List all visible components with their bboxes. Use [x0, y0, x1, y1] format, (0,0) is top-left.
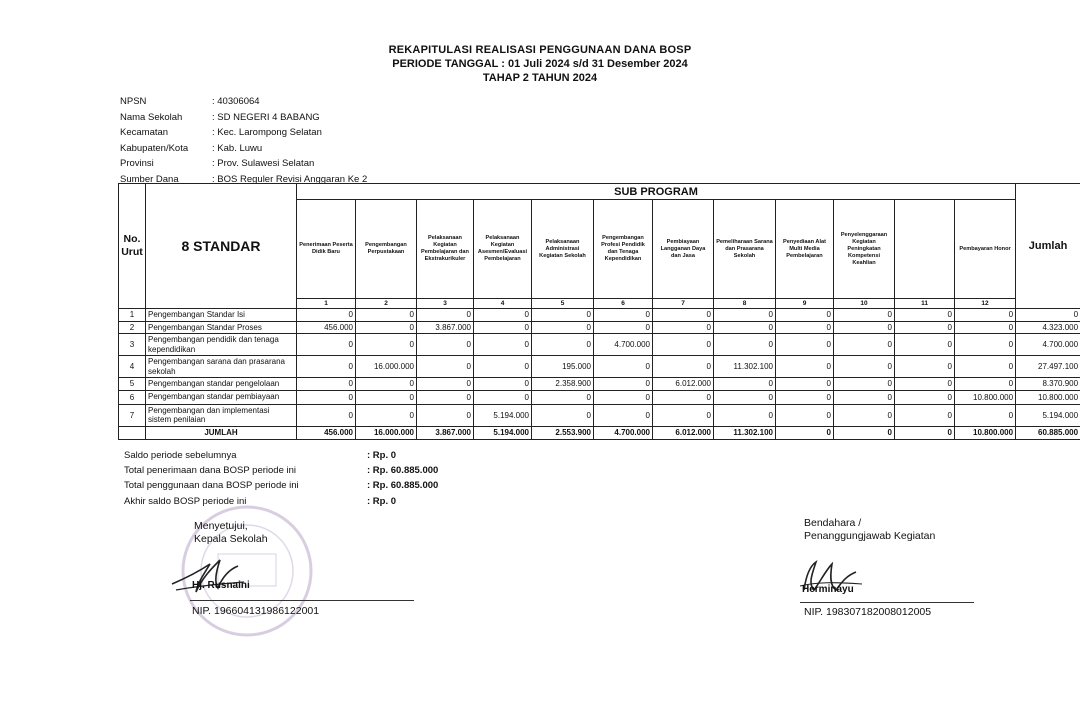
- sub-program-col-header: Pembiayaan Langganan Daya dan Jasa: [653, 200, 714, 299]
- row-value-cell: 0: [776, 404, 834, 426]
- row-standard-label: Pengembangan pendidik dan tenaga kependidikan: [146, 334, 297, 356]
- sub-program-col-header: Penerimaan Peserta Didik Baru: [297, 200, 356, 299]
- row-value-cell: 0: [714, 334, 776, 356]
- row-standard-label: Pengembangan sarana dan prasarana sekolah: [146, 356, 297, 378]
- row-total-cell: 27.497.100: [1016, 356, 1080, 378]
- total-value-cell: 6.012.000: [653, 426, 714, 439]
- row-value-cell: 0: [653, 309, 714, 322]
- principal-role-line-1: Menyetujui,: [194, 520, 248, 532]
- row-value-cell: 0: [895, 309, 955, 322]
- row-value-cell: 3.867.000: [417, 321, 474, 334]
- sub-program-col-number: 1: [297, 299, 356, 309]
- sub-program-col-header: Pemeliharaan Sarana dan Prasarana Sekolah: [714, 200, 776, 299]
- row-value-cell: 0: [297, 404, 356, 426]
- row-value-cell: 195.000: [532, 356, 594, 378]
- treasurer-signature-line: [800, 602, 974, 603]
- table-row: [119, 404, 1080, 426]
- row-value-cell: 0: [417, 356, 474, 378]
- saldo-row-previous: Saldo periode sebelumnya : Rp. 0: [124, 450, 397, 461]
- sub-program-col-number: 5: [532, 299, 594, 309]
- treasurer-signature-block: [804, 517, 935, 543]
- row-value-cell: 0: [653, 356, 714, 378]
- sub-program-col-header: Pelaksanaan Kegiatan Pembelajaran dan Ekstrakurikuler: [417, 200, 474, 299]
- row-value-cell: 0: [474, 321, 532, 334]
- table-row: [119, 334, 1080, 356]
- row-value-cell: 0: [776, 321, 834, 334]
- total-value-cell: 456.000: [297, 426, 356, 439]
- row-value-cell: 0: [955, 356, 1016, 378]
- row-value-cell: 4.700.000: [594, 334, 653, 356]
- row-standard-label: Pengembangan Standar Proses: [146, 321, 297, 334]
- row-value-cell: 0: [895, 404, 955, 426]
- total-row: [119, 426, 1080, 439]
- document-period: PERIODE TANGGAL : 01 Juli 2024 s/d 31 Desember 2024: [392, 58, 688, 70]
- row-value-cell: 0: [834, 404, 895, 426]
- row-value-cell: 0: [895, 378, 955, 391]
- row-value-cell: 11.302.100: [714, 356, 776, 378]
- total-value-cell: 10.800.000: [955, 426, 1016, 439]
- saldo-row-used: Total penggunaan dana BOSP periode ini : Rp. 60.885.000: [124, 480, 439, 492]
- row-value-cell: 0: [594, 390, 653, 404]
- row-value-cell: 0: [297, 390, 356, 404]
- sub-program-col-header: Pelaksanaan Administrasi Kegiatan Sekolah: [532, 200, 594, 299]
- row-value-cell: 0: [297, 309, 356, 322]
- row-value-cell: 0: [714, 309, 776, 322]
- row-value-cell: 0: [776, 390, 834, 404]
- sub-program-col-header: Penyelenggaraan Kegiatan Peningkatan Kompetensi Keahlian: [834, 200, 895, 299]
- row-value-cell: 0: [474, 356, 532, 378]
- row-value-cell: 0: [532, 404, 594, 426]
- total-value-cell: 3.867.000: [417, 426, 474, 439]
- row-value-cell: 6.012.000: [653, 378, 714, 391]
- row-number: 2: [119, 321, 146, 334]
- row-total-cell: 5.194.000: [1016, 404, 1080, 426]
- row-value-cell: 0: [955, 321, 1016, 334]
- info-row-school-name: Nama Sekolah : SD NEGERI 4 BABANG: [120, 111, 320, 123]
- saldo-row-ending: Akhir saldo BOSP periode ini : Rp. 0: [124, 495, 397, 507]
- sub-program-col-number: 11: [895, 299, 955, 309]
- row-value-cell: 0: [653, 321, 714, 334]
- row-value-cell: 0: [594, 404, 653, 426]
- row-value-cell: 16.000.000: [356, 356, 417, 378]
- col-header-standar: 8 STANDAR: [146, 184, 297, 309]
- info-row-fund-source: Sumber Dana : BOS Reguler Revisi Anggaran Ke 2: [120, 173, 368, 185]
- sub-program-col-number: 8: [714, 299, 776, 309]
- total-row-label: JUMLAH: [146, 426, 297, 439]
- info-row-district: Kecamatan : Kec. Larompong Selatan: [120, 127, 322, 139]
- saldo-row-received: Total penerimaan dana BOSP periode ini : Rp. 60.885.000: [124, 465, 439, 477]
- row-value-cell: 0: [714, 321, 776, 334]
- row-value-cell: 0: [834, 390, 895, 404]
- row-value-cell: 0: [417, 390, 474, 404]
- row-value-cell: 0: [594, 378, 653, 391]
- row-value-cell: 10.800.000: [955, 390, 1016, 404]
- total-row-blank: [119, 426, 146, 439]
- row-total-cell: 8.370.900: [1016, 378, 1080, 391]
- row-value-cell: 0: [356, 390, 417, 404]
- principal-nip: NIP. 196604131986122001: [192, 605, 320, 617]
- sub-program-col-header: Pengembangan Profesi Pendidik dan Tenaga Kependidikan: [594, 200, 653, 299]
- sub-program-header: SUB PROGRAM: [297, 184, 1016, 200]
- row-value-cell: 0: [834, 309, 895, 322]
- document-title: REKAPITULASI REALISASI PENGGUNAAN DANA BOSP: [388, 44, 692, 56]
- sub-program-col-number: 3: [417, 299, 474, 309]
- row-value-cell: 0: [297, 378, 356, 391]
- row-value-cell: 0: [895, 390, 955, 404]
- treasurer-role-line-2: Penanggungjawab Kegiatan: [804, 530, 936, 542]
- row-value-cell: 0: [653, 390, 714, 404]
- row-value-cell: 0: [834, 334, 895, 356]
- row-number: 5: [119, 378, 146, 391]
- total-value-cell: 16.000.000: [356, 426, 417, 439]
- row-value-cell: 0: [776, 356, 834, 378]
- col-header-jumlah: Jumlah: [1016, 184, 1080, 309]
- row-value-cell: 0: [776, 309, 834, 322]
- row-value-cell: 0: [594, 309, 653, 322]
- table-row: [119, 390, 1080, 404]
- row-total-cell: 4.700.000: [1016, 334, 1080, 356]
- row-value-cell: 456.000: [297, 321, 356, 334]
- total-value-cell: 0: [834, 426, 895, 439]
- row-value-cell: 0: [714, 404, 776, 426]
- row-value-cell: 0: [532, 309, 594, 322]
- treasurer-role-line-1: Bendahara /: [804, 517, 862, 529]
- row-value-cell: 0: [356, 404, 417, 426]
- sub-program-col-header: Penyediaan Alat Multi Media Pembelajaran: [776, 200, 834, 299]
- recap-table-body: [119, 309, 1080, 440]
- row-value-cell: 0: [356, 378, 417, 391]
- row-value-cell: 0: [474, 309, 532, 322]
- row-value-cell: 0: [417, 378, 474, 391]
- sub-program-col-number: 12: [955, 299, 1016, 309]
- row-value-cell: 0: [895, 334, 955, 356]
- row-value-cell: 0: [474, 378, 532, 391]
- row-value-cell: 0: [532, 321, 594, 334]
- row-value-cell: 0: [834, 356, 895, 378]
- principal-name: Hj. Rusnaini: [192, 580, 250, 591]
- row-value-cell: 0: [895, 321, 955, 334]
- row-value-cell: 0: [297, 334, 356, 356]
- row-value-cell: 0: [834, 378, 895, 391]
- row-value-cell: 0: [955, 309, 1016, 322]
- row-value-cell: 0: [955, 404, 1016, 426]
- school-info: [120, 94, 367, 188]
- row-value-cell: 0: [356, 321, 417, 334]
- row-number: 1: [119, 309, 146, 322]
- principal-signature-block: [194, 520, 268, 546]
- document-stage: TAHAP 2 TAHUN 2024: [482, 72, 598, 84]
- row-value-cell: 0: [417, 404, 474, 426]
- row-value-cell: 0: [955, 378, 1016, 391]
- table-row: [119, 356, 1080, 378]
- balance-summary: [124, 448, 438, 509]
- row-value-cell: 0: [776, 334, 834, 356]
- treasurer-nip: NIP. 198307182008012005: [804, 606, 932, 618]
- row-standard-label: Pengembangan dan implementasi sistem penilaian: [146, 404, 297, 426]
- principal-role-line-2: Kepala Sekolah: [194, 533, 268, 545]
- table-row: [119, 321, 1080, 334]
- row-value-cell: 0: [297, 356, 356, 378]
- info-row-regency: Kabupaten/Kota : Kab. Luwu: [120, 142, 263, 154]
- sub-program-col-number: 2: [356, 299, 417, 309]
- sub-program-col-number: 6: [594, 299, 653, 309]
- row-value-cell: 0: [594, 356, 653, 378]
- row-value-cell: 0: [474, 390, 532, 404]
- total-value-cell: 0: [776, 426, 834, 439]
- row-standard-label: Pengembangan standar pembiayaan: [146, 390, 297, 404]
- row-number: 3: [119, 334, 146, 356]
- row-value-cell: 0: [594, 321, 653, 334]
- row-value-cell: 5.194.000: [474, 404, 532, 426]
- row-value-cell: 0: [955, 334, 1016, 356]
- row-value-cell: 0: [356, 334, 417, 356]
- sub-program-col-header: [895, 200, 955, 299]
- row-number: 4: [119, 356, 146, 378]
- row-value-cell: 2.358.900: [532, 378, 594, 391]
- row-value-cell: 0: [834, 321, 895, 334]
- row-value-cell: 0: [532, 334, 594, 356]
- row-number: 7: [119, 404, 146, 426]
- info-row-npsn: NPSN : 40306064: [120, 96, 260, 107]
- total-value-cell: 0: [895, 426, 955, 439]
- row-number: 6: [119, 390, 146, 404]
- row-total-cell: 10.800.000: [1016, 390, 1080, 404]
- sub-program-col-header: Pelaksanaan Kegiatan Asesmen/Evaluasi Pembelajaran: [474, 200, 532, 299]
- sub-program-col-header: Pengembangan Perpustakaan: [356, 200, 417, 299]
- table-row: [119, 309, 1080, 322]
- info-row-province: Provinsi : Prov. Sulawesi Selatan: [120, 158, 315, 170]
- total-value-cell: 5.194.000: [474, 426, 532, 439]
- row-value-cell: 0: [895, 356, 955, 378]
- row-standard-label: Pengembangan standar pengelolaan: [146, 378, 297, 391]
- table-row: [119, 378, 1080, 391]
- sub-program-col-header: Pembayaran Honor: [955, 200, 1016, 299]
- row-total-cell: 0: [1016, 309, 1080, 322]
- row-value-cell: 0: [653, 334, 714, 356]
- row-value-cell: 0: [714, 390, 776, 404]
- treasurer-name: Herminayu: [802, 584, 854, 595]
- row-total-cell: 4.323.000: [1016, 321, 1080, 334]
- total-value-cell: 2.553.900: [532, 426, 594, 439]
- recap-table: [118, 183, 1080, 440]
- principal-signature-line: [190, 600, 414, 601]
- sub-program-col-number: 4: [474, 299, 532, 309]
- row-value-cell: 0: [776, 378, 834, 391]
- row-standard-label: Pengembangan Standar Isi: [146, 309, 297, 322]
- total-value-cell: 4.700.000: [594, 426, 653, 439]
- sub-program-col-number: 9: [776, 299, 834, 309]
- col-header-no: No. Urut: [119, 184, 146, 309]
- total-value-cell: 11.302.100: [714, 426, 776, 439]
- row-value-cell: 0: [356, 309, 417, 322]
- row-value-cell: 0: [653, 404, 714, 426]
- grand-total-cell: 60.885.000: [1016, 426, 1080, 439]
- sub-program-col-number: 10: [834, 299, 895, 309]
- row-value-cell: 0: [417, 309, 474, 322]
- row-value-cell: 0: [714, 378, 776, 391]
- row-value-cell: 0: [474, 334, 532, 356]
- row-value-cell: 0: [417, 334, 474, 356]
- sub-program-col-number: 7: [653, 299, 714, 309]
- row-value-cell: 0: [532, 390, 594, 404]
